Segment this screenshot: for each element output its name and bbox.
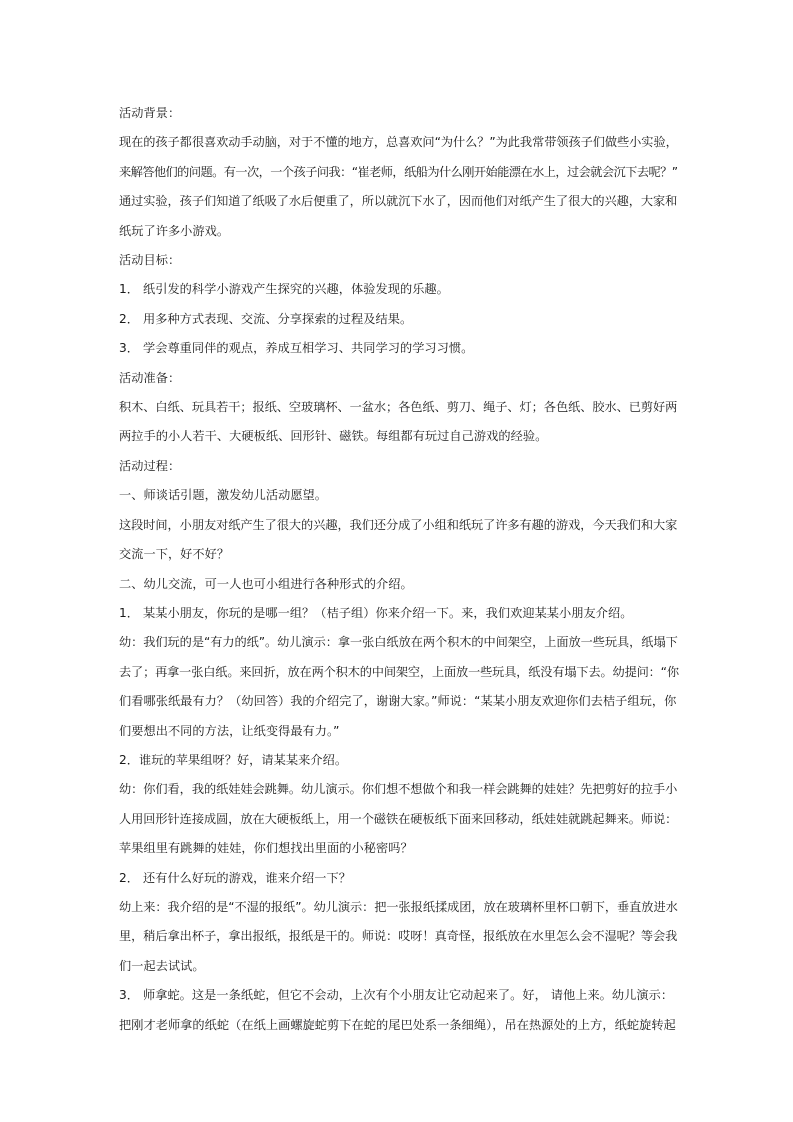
section-one-title: 一、师谈话引题，激发幼儿活动愿望。 xyxy=(119,488,328,503)
document-page xyxy=(119,99,679,1040)
goal-item-1: 1． 纸引发的科学小游戏产生探究的兴趣，体验发现的乐趣。 xyxy=(119,282,449,297)
text-line: 3． 师拿蛇。这是一条纸蛇，但它不会动，上次有个小朋友让它动起来了。好， 请他上来。幼儿演示： xyxy=(119,988,674,1003)
text-line: 幼上来：我介绍的是“不湿的报纸”。幼儿演示：把一张报纸揉成团，放在玻璃杯里杯口朝下，垂直放进水 xyxy=(119,899,678,914)
heading-preparation: 活动准备： xyxy=(119,370,181,385)
heading-background: 活动背景： xyxy=(119,106,181,120)
text-line: 纸玩了许多小游戏。 xyxy=(119,223,230,238)
text-line: 这段时间，小朋友对纸产生了很大的兴趣，我们还分成了小组和纸玩了许多有趣的游戏，今天我们和大家 xyxy=(119,517,678,532)
heading-goals: 活动目标： xyxy=(119,253,181,268)
text-line: 们看哪张纸最有力？（幼回答）我的介绍完了，谢谢大家。”师说：“某某小朋友欢迎你们去桔子组玩，你 xyxy=(119,694,677,709)
text-line: 交流一下，好不好？ xyxy=(119,547,230,562)
section-two-title: 二、幼儿交流，可一人也可小组进行各种形式的介绍。 xyxy=(119,576,413,591)
goal-item-3: 3． 学会尊重同伴的观点，养成互相学习、共同学习的学习习惯。 xyxy=(119,341,474,356)
text-line: 通过实验，孩子们知道了纸吸了水后便重了，所以就沉下水了，因而他们对纸产生了很大的兴趣，大家和 xyxy=(119,194,678,209)
text-line: 苹果组里有跳舞的娃娃，你们想找出里面的小秘密吗？ xyxy=(119,841,413,856)
text-line: 来解答他们的问题。有一次，一个孩子问我：“崔老师，纸船为什么刚开始能漂在水上，过会就会沉下去呢？” xyxy=(119,164,678,179)
text-line: 去了；再拿一张白纸。来回折，放在两个积木的中间架空，上面放一些玩具，纸没有塌下去。幼提问：“你 xyxy=(119,664,679,679)
text-line: 人用回形针连接成圆，放在大硬板纸上，用一个磁铁在硬板纸下面来回移动，纸娃娃就跳起舞来。师说： xyxy=(119,811,678,826)
text-line: 们要想出不同的方法，让纸变得最有力。” xyxy=(119,723,340,738)
text-line: 积木、白纸、玩具若干；报纸、空玻璃杯、一盆水；各色纸、剪刀、绳子、灯；各色纸、胶水、已剪好两 xyxy=(119,400,678,415)
heading-process: 活动过程： xyxy=(119,458,181,473)
text-line: 幼：你们看，我的纸娃娃会跳舞。幼儿演示。你们想不想做个和我一样会跳舞的娃娃？先把剪好的拉手小 xyxy=(119,782,678,797)
text-line: 们一起去试试。 xyxy=(119,958,205,973)
text-line: 2． 还有什么好玩的游戏，谁来介绍一下？ xyxy=(119,870,352,885)
text-line: 现在的孩子都很喜欢动手动脑，对于不懂的地方，总喜欢问“为什么？”为此我常带领孩子们做些小实验， xyxy=(119,135,678,150)
goal-item-2: 2． 用多种方式表现、交流、分享探索的过程及结果。 xyxy=(119,311,413,326)
text-line: 把刚才老师拿的纸蛇（在纸上画螺旋蛇剪下在蛇的尾巴处系一条细绳），吊在热源处的上方，纸蛇旋转起 xyxy=(119,1017,676,1032)
text-line: 两拉手的小人若干、大硬板纸、回形针、磁铁。每组都有玩过自己游戏的经验。 xyxy=(119,429,548,444)
text-line: 里，稍后拿出杯子，拿出报纸，报纸是干的。师说：哎呀！真奇怪，报纸放在水里怎么会不湿呢？等会我 xyxy=(119,929,678,944)
text-line: 2．谁玩的苹果组呀？好，请某某来介绍。 xyxy=(119,752,348,767)
text-line: 幼：我们玩的是“有力的纸”。幼儿演示：拿一张白纸放在两个积木的中间架空，上面放一些玩具，纸塌下 xyxy=(119,635,678,650)
text-line: 1． 某某小朋友，你玩的是哪一组？（桔子组）你来介绍一下。来，我们欢迎某某小朋友介绍。 xyxy=(119,605,633,620)
